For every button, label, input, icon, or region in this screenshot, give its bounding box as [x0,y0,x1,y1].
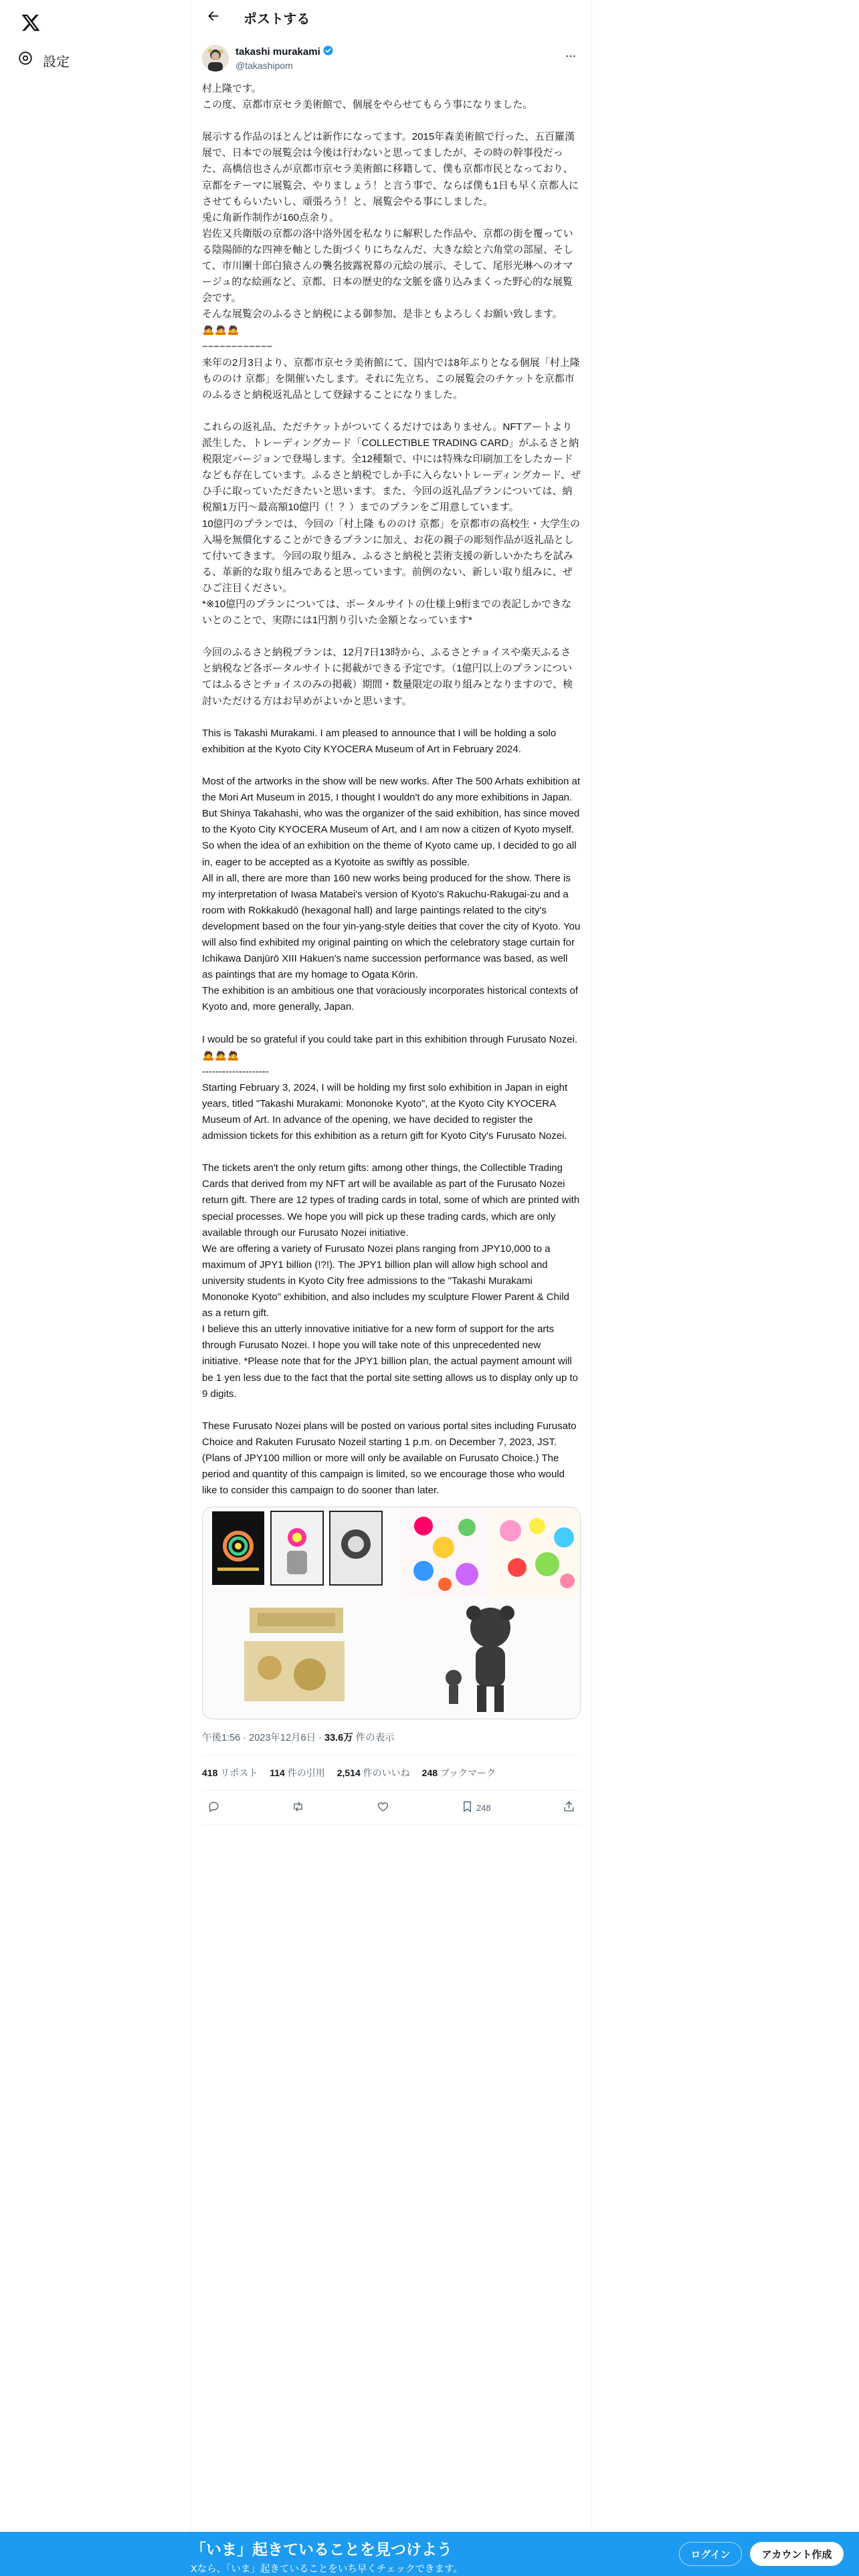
bookmark-count: 248 [476,1802,491,1813]
bookmark-button[interactable] [461,1800,491,1815]
bookmarks-count: 248 [421,1767,438,1779]
banner-title: 「いま」起きていることを見つけよう [191,2541,452,2558]
heart-icon [377,1800,389,1815]
more-options-button[interactable] [561,47,581,68]
share-button[interactable] [563,1800,575,1815]
post-author [202,45,581,72]
reply-button[interactable] [207,1800,220,1815]
x-logo-icon[interactable] [17,9,44,36]
reposts-stat[interactable] [202,1766,258,1780]
quotes-stat[interactable] [270,1766,324,1780]
meta-separator: · [318,1733,322,1744]
engagement-stats [202,1755,581,1791]
likes-label: 件のいいね [360,1767,410,1779]
more-dots-icon [565,50,577,66]
login-button[interactable]: ログイン [679,2542,742,2566]
back-arrow-icon [207,9,220,26]
like-button[interactable] [377,1800,389,1815]
post-date[interactable]: 2023年12月6日 [249,1733,316,1744]
reposts-label: リポスト [217,1767,258,1779]
bookmarks-label: ブックマーク [438,1767,496,1779]
action-bar [202,1791,581,1825]
nav-settings[interactable] [17,47,70,74]
bookmark-icon [461,1800,474,1815]
signup-button[interactable]: アカウント作成 [750,2542,844,2566]
left-nav [0,0,191,2576]
views-label: 件の表示 [353,1733,395,1744]
reposts-count: 418 [202,1767,218,1779]
bookmarks-stat[interactable] [422,1766,496,1780]
likes-stat[interactable] [337,1766,410,1780]
post [191,35,591,1825]
post-metadata [202,1730,581,1755]
meta-separator: · [243,1733,247,1744]
share-icon [563,1800,575,1815]
verified-badge-icon [322,45,334,60]
signup-banner [0,2532,859,2576]
quotes-label: 件の引用 [284,1767,325,1779]
views-count: 33.6万 [324,1733,353,1744]
avatar[interactable] [202,45,229,72]
post-media-image[interactable] [202,1507,581,1719]
repost-icon [292,1800,304,1815]
back-button[interactable] [202,7,225,29]
gear-icon [17,50,33,70]
author-display-name[interactable]: takashi murakami [235,46,320,58]
main-column [191,0,592,2576]
reply-icon [207,1800,220,1815]
banner-subtitle: Xなら、「いま」起きていることをいち早くチェックできます。 [191,2564,463,2575]
nav-settings-label: 設定 [43,54,70,70]
page-title: ポストする [244,12,310,27]
post-time[interactable]: 午後1:56 [202,1733,241,1744]
quotes-count: 114 [270,1767,285,1779]
repost-button[interactable] [292,1800,304,1815]
post-body: 村上隆です。 この度、京都市京セラ美術館で、個展をやらせてもらう事になりました。 展示する作品のほとんどは新作になってます。2015年森美術館で行った、五百羅漢展で、日本での展覧会は今後は行わないと思ってましたが、その時の幹事役だった、高橋信也さんが京都市京セラ美術館に移籍して、僕も京都市民となっており、京都をテーマに展覧会、やりましょう！と言う事で、ならば僕も1日も早く京都人にさせてもらいたいし、頑張ろう！と、展覧会やる事にしました。 兎に角新作制作が160点余り。 岩佐又兵衛版の京都の洛中洛外図を私なりに解釈した作品や、京都の街を覆っている陰陽師的な四神を軸とした街づくりにちなんだ、大きな絵と六角堂の部屋、そして、市川團十郎白猿さんの襲名披露祝幕の元絵の展示、そして、尾形光琳へのオマージュ的な絵画など、京都、日本の歴史的な文脈を盛り込みまくった野心的な展覧会です。 そんな展覧会のふるさと納税による御参加、是非ともよろしくお願い致します。 🙇🙇🙇 −−−−−−−−−−−− 来年の2月3日より、京都市京セラ美術館にて、国内では8年ぶりとなる個展「村上隆 もののけ 京都」を開催いたします。それに先立ち、この展覧会のチケットを京都市のふるさと納税返礼品として登録することになりました。 これらの返礼品、ただチケットがついてくるだけではありません。NFTアートより派生した、トレーディングカード「COLLECTIBLE TRADING CARD」がふるさと納税限定バージョンで登場します。全12種類で、中には特殊な印刷加工をしたカードなども存在しています。ふるさと納税でしか手に入らないトレーディングカード、ぜひ手に取っていただきたいと思います。また、今回の返礼品プランについては、納税額1万円〜最高額10億円（！？）までのプランをご用意しています。 10億円のプランでは、今回の「村上隆 もののけ 京都」を京都市の高校生・大学生の入場を無償化することができるプランに加え、お花の親子の彫刻作品が返礼品として付いてきます。今回の取り組み、ふるさと納税と芸術支援の新しいかたちを試みる、革新的な取り組みであると思っています。前例のない、新しい取り組みに、ぜひご注目ください。 *※10億円のプランについては、ポータルサイトの仕様上9桁までの表記しかできないとのことで、実際には1円割り引いた金額となっています* 今回のふるさと納税プランは、12月7日13時から、ふるさとチョイスや楽天ふるさと納税など各ポータルサイトに掲載ができる予定です。（1億円以上のプランについてはふるさとチョイスのみの掲載）期間・数量限定の取り組みとなりますので、検討いただける方はお早めがよいかと思います。 This is Takashi Murakami. I am pleased to announce that I will be holding a solo exhibition at the Kyoto City KYOCERA Museum of Art in February 2024. Most of the artworks in the show will be new works. After The 500 Arhats exhibition at the Mori Art Museum in 2015, I thought I wouldn't do any more exhibitions in Japan. But Shinya Takahashi, who was the organizer of the said exhibition, has since moved to the Kyoto City KYOCERA Museum of Art, and I am now a citizen of Kyoto myself. So when the idea of an exhibition on the theme of Kyoto came up, I decided to go all in, eager to be accepted as a Kyotoite as swiftly as possible. All in all, there are more than 160 new works being produced for the show. There is my interpretation of Iwasa Matabei's version of Kyoto's Rakuchu-Rakugai-zu and a room with Rokkakudō (hexagonal hall) and large paintings related to the city's development based on the four yin-yang-style deities that cover the city of Kyoto. You will also find exhibited my original painting on which the celebratory stage curtain for Ichikawa Danjūrō XIII Hakuen's name succession performance was based, as well as paintings that are my homage to Ogata Kōrin. The exhibition is an ambitious one that voraciously incorporates historical contexts of Kyoto and, more generally, Japan. I would be so grateful if you could take part in this exhibition through Furusato Nozei. 🙇🙇🙇 -------------------- Starting February 3, 2024, I will be holding my first solo exhibition in Japan in eight years, titled "Takashi Murakami: Mononoke Kyoto", at the Kyoto City KYOCERA Museum of Art. In advance of the opening, we have decided to register the admission tickets for this exhibition as a return gift for Kyoto City's Furusato Nozei. The tickets aren't the only return gifts: among other things, the Collectible Trading Cards that derived from my NFT art will be available as part of the Furusato Nozei return gift. There are 12 types of trading cards in total, some of which are printed with special processes. We hope you will pick up these trading cards, which are only available through our Furusato Nozei initiative. We are offering a variety of Furusato Nozei plans ranging from JPY10,000 to a maximum of JPY1 billion (!?!). The JPY1 billion plan will allow high school and university students in Kyoto City free admissions to the "Takashi Murakami Mononoke Kyoto" exhibition, and also includes my sculpture Flower Parent & Child as a return gift. I believe this an utterly innovative initiative for a new form of support for the arts through Furusato Nozei. I hope you will take note of this unprecedented new initiative. *Please note that for the JPY1 billion plan, the actual payment amount will be 1 yen less due to the fact that the portal site setting allows us to display only up to 9 digits. These Furusato Nozei plans will be posted on various portal sites including Furusato Choice and Rakuten Furusato Nozeil starting 1 p.m. on December 7, 2023, JST. (Plans of JPY100 million or more will only be available on Furusato Choice.) The period and quantity of this campaign is limited, so we encourage those who would like to consider this campaign to do sooner than later. [202,83,581,1497]
top-bar [191,0,591,35]
author-handle[interactable]: @takashipom [235,60,293,71]
likes-count: 2,514 [337,1767,361,1779]
